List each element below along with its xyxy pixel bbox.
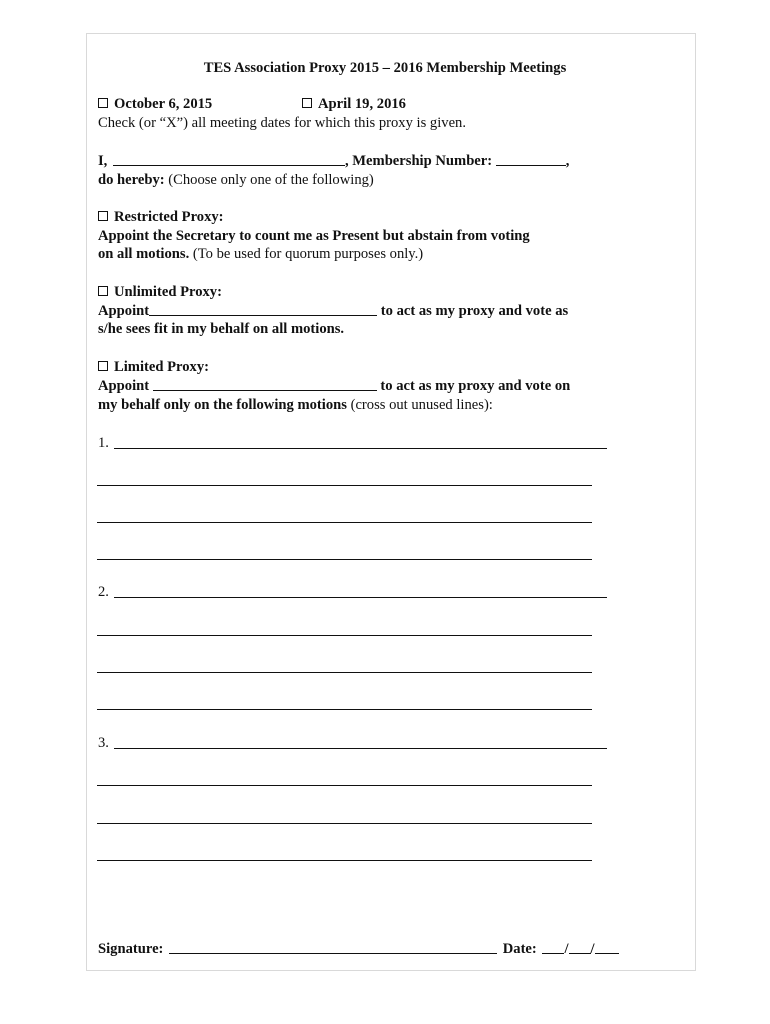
signature-field[interactable] [169, 940, 497, 954]
signature-line [98, 940, 619, 958]
checkbox-restricted[interactable] [98, 211, 108, 221]
checkbox-unlimited[interactable] [98, 286, 108, 296]
motion-1-label: 1. [98, 435, 109, 451]
restricted-proxy-option[interactable] [98, 208, 224, 226]
unlimited-proxy-name-field[interactable] [149, 302, 377, 316]
limited-line-1 [98, 377, 570, 395]
limited-line-2 [98, 396, 493, 414]
member-name-field[interactable] [113, 152, 345, 166]
identity-prefix: I, [98, 153, 108, 169]
date-label: Date: [502, 941, 537, 957]
limited-heading: Limited Proxy: [114, 359, 209, 375]
date-option-2[interactable] [302, 95, 406, 113]
motion-3-label: 3. [98, 735, 109, 751]
motion-2-line-2[interactable] [97, 635, 592, 636]
limited-proxy-name-field[interactable] [153, 377, 377, 391]
limited-line-2-note: (cross out unused lines): [346, 397, 493, 413]
unlimited-proxy-option[interactable] [98, 283, 222, 301]
motion-1-line-4[interactable] [97, 559, 592, 560]
motion-1-line-1[interactable] [114, 448, 607, 449]
date-day-field[interactable] [569, 940, 591, 954]
date-sep-2: / [590, 941, 595, 957]
do-hereby-label: do hereby: [98, 172, 165, 188]
limited-line-2-bold: my behalf only on the following motions [98, 397, 347, 413]
restricted-line-2 [98, 245, 423, 263]
motion-3-line-1[interactable] [114, 748, 607, 749]
date-option-1[interactable] [98, 95, 212, 113]
signature-label: Signature: [98, 941, 164, 957]
motion-1-line-3[interactable] [97, 522, 592, 523]
limited-rest: to act as my proxy and vote on [376, 378, 571, 394]
limited-proxy-option[interactable] [98, 358, 209, 376]
restricted-heading: Restricted Proxy: [114, 209, 224, 225]
checkbox-date-2[interactable] [302, 98, 312, 108]
unlimited-line-2: s/he sees fit in my behalf on all motions. [98, 321, 345, 337]
motion-2-line-4[interactable] [97, 709, 592, 710]
form-title: TES Association Proxy 2015 – 2016 Membership Meetings [203, 60, 567, 76]
date-sep-1: / [564, 941, 569, 957]
motion-2-label: 2. [98, 584, 109, 600]
checkbox-limited[interactable] [98, 361, 108, 371]
restricted-line-2-bold: on all motions. [98, 246, 190, 262]
date-2-label: April 19, 2016 [318, 96, 406, 112]
unlimited-line-1 [98, 302, 568, 320]
unlimited-rest: to act as my proxy and vote as [377, 303, 569, 319]
motion-2-line-1[interactable] [114, 597, 607, 598]
motion-1-line-2[interactable] [97, 485, 592, 486]
motion-2-line-3[interactable] [97, 672, 592, 673]
membership-number-label: , Membership Number: [344, 153, 493, 169]
motion-3-line-4[interactable] [97, 860, 592, 861]
dates-instruction: Check (or “X”) all meeting dates for which this proxy is given. [98, 115, 466, 131]
date-year-field[interactable] [595, 940, 619, 954]
choose-note: (Choose only one of the following) [164, 172, 374, 188]
restricted-line-1: Appoint the Secretary to count me as Present but abstain from voting [98, 228, 530, 244]
motion-3-line-3[interactable] [97, 823, 592, 824]
restricted-line-2-note: (To be used for quorum purposes only.) [189, 246, 424, 262]
checkbox-date-1[interactable] [98, 98, 108, 108]
membership-number-field[interactable] [496, 152, 566, 166]
identity-line [98, 152, 569, 170]
motion-3-line-2[interactable] [97, 785, 592, 786]
limited-appoint: Appoint [98, 378, 153, 394]
date-1-label: October 6, 2015 [114, 96, 213, 112]
unlimited-heading: Unlimited Proxy: [114, 284, 222, 300]
do-hereby-line [98, 171, 374, 189]
date-month-field[interactable] [542, 940, 564, 954]
identity-suffix: , [565, 153, 570, 169]
unlimited-appoint: Appoint [98, 303, 150, 319]
